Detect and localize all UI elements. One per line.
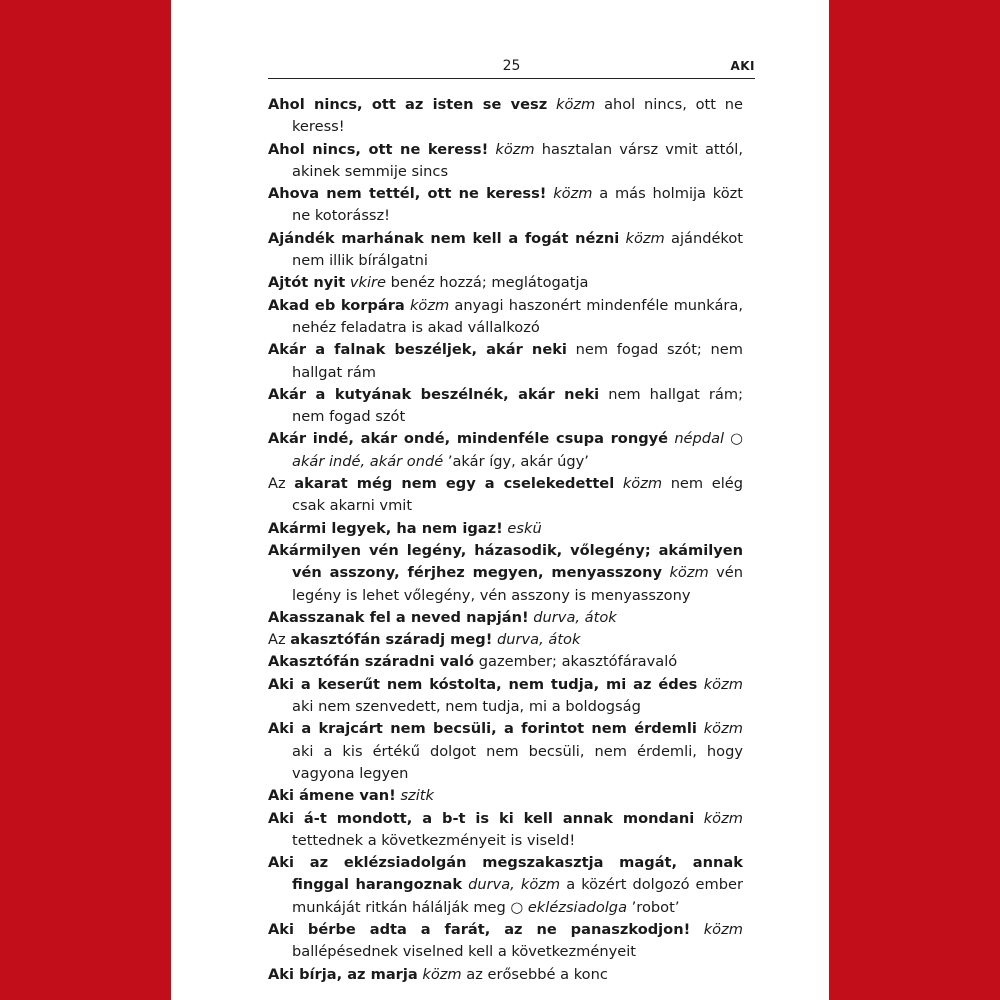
entry-prefix: Az — [268, 631, 286, 649]
entry-label: durva, átok — [533, 608, 617, 626]
entry-headword: Ahol nincs, ott az isten se vesz — [268, 96, 548, 113]
entry-definition: nem elég csak akarni vmit — [292, 475, 744, 515]
entry-headword: Aki bírja, az marja — [268, 965, 418, 983]
circle-mark: ○ — [730, 430, 744, 448]
dictionary-entry — [268, 272, 743, 294]
entry-definition: ajándékot nem illik bírálgatni — [292, 229, 744, 270]
entry-label: közm — [625, 229, 665, 247]
entry-label: közm — [553, 185, 593, 203]
entry-headword: Akasztófán száradni való — [268, 653, 475, 671]
entry-headword: Aki á-t mondott, a b-t is ki kell annak mondani — [268, 809, 695, 827]
entry-label: közm — [622, 475, 663, 493]
entry-definition: hasztalan vársz vmit attól, akinek semmije sincs — [292, 140, 743, 180]
entry-prefix: Az — [268, 475, 286, 493]
entry-label: közm — [495, 140, 535, 158]
entry-label: népdal — [674, 430, 725, 448]
entry-label: közm — [556, 96, 596, 113]
entry-label: vkire — [349, 274, 387, 292]
entry-definition: ahol nincs, ott ne keress! — [292, 96, 744, 136]
entry-headword: Akármilyen vén legény, házasodik, vőlegény; akámilyen vén asszony, férjhez megyen, menyasszony — [268, 541, 743, 582]
entry-note-term: akár indé, akár ondé — [292, 452, 444, 470]
entry-note-gloss: ’robot’ — [631, 898, 680, 916]
dictionary-page — [171, 0, 829, 1000]
entry-headword: Aki a krajcárt nem becsüli, a forintot nem érdemli — [268, 720, 697, 738]
entry-headword: Ajándék marhának nem kell a fogát nézni — [268, 229, 620, 247]
dictionary-entry — [268, 718, 743, 785]
dictionary-entry — [268, 473, 743, 518]
entry-definition: ballépésednek viselned kell a következményeit — [292, 943, 636, 961]
dictionary-entry — [268, 964, 743, 986]
dictionary-entry — [268, 139, 743, 184]
entry-definition: a közért dolgozó ember munkáját ritkán hálálják meg — [292, 876, 743, 916]
entry-definition: vén legény is lehet vőlegény, vén asszony is menyasszony — [292, 564, 744, 604]
dictionary-entry — [268, 785, 743, 807]
entry-headword: Akár a kutyának beszélnék, akár neki — [268, 385, 600, 403]
entry-label: durva, közm — [468, 876, 561, 894]
entry-label: közm — [703, 920, 743, 938]
dictionary-entry — [268, 651, 743, 673]
entry-headword: Ahol nincs, ott ne keress! — [268, 140, 489, 158]
entry-headword: Akármi legyek, ha nem igaz! — [268, 519, 503, 537]
dictionary-entry — [268, 518, 743, 540]
dictionary-entry — [268, 629, 743, 651]
entry-definition: az erősebbé a konc — [466, 965, 608, 983]
dictionary-entry — [268, 674, 743, 719]
entry-headword: akasztófán száradj meg! — [290, 631, 493, 649]
entry-headword: Akasszanak fel a neved napján! — [268, 608, 529, 626]
entry-headword: Ajtót nyit — [268, 274, 346, 292]
entry-headword: Aki az eklézsiadolgán megszakasztja magát, annak finggal harangoznak — [268, 854, 743, 894]
page-number: 25 — [502, 58, 521, 74]
dictionary-entry — [268, 295, 743, 340]
entry-headword: Aki bérbe adta a farát, az ne panaszkodjon! — [268, 920, 691, 938]
entry-label: közm — [409, 296, 450, 314]
page-header — [268, 58, 755, 79]
running-head: AKI — [730, 59, 755, 73]
entry-headword: akarat még nem egy a cselekedettel — [294, 475, 615, 493]
entry-headword: Aki a keserűt nem kóstolta, nem tudja, mi az édes — [268, 675, 698, 693]
entry-headword: Akad eb korpára — [268, 296, 405, 314]
entry-definition: benéz hozzá; meglátogatja — [390, 274, 589, 292]
entry-definition: a más holmija közt ne kotorássz! — [292, 185, 744, 225]
circle-mark: ○ — [510, 898, 524, 916]
dictionary-entry — [268, 384, 743, 429]
dictionary-entry — [268, 540, 743, 607]
entry-headword: Aki ámene van! — [268, 787, 396, 805]
entry-note-gloss: ’akár így, akár úgy’ — [447, 452, 589, 470]
dictionary-entry — [268, 339, 743, 384]
entry-definition: gazember; akasztófáravaló — [478, 653, 678, 671]
entry-definition: tettednek a következményeit is viseld! — [292, 831, 576, 849]
dictionary-entry — [268, 428, 743, 473]
entry-definition: aki nem szenvedett, nem tudja, mi a boldogság — [292, 698, 641, 716]
entry-label: közm — [703, 809, 743, 827]
entry-definition: anyagi haszonért mindenféle munkára, nehéz feladatra is akad vállalkozó — [292, 296, 743, 336]
entry-label: közm — [669, 564, 709, 582]
entry-definition: nem hallgat rám; nem fogad szót — [292, 385, 744, 426]
entry-label: eskü — [507, 519, 542, 537]
entry-label: szitk — [400, 787, 434, 805]
entry-definition: nem fogad szót; nem hallgat rám — [292, 341, 743, 381]
entry-headword: Akár indé, akár ondé, mindenféle csupa rongyé — [268, 430, 669, 448]
dictionary-entry — [268, 228, 743, 273]
entry-label: durva, átok — [497, 631, 581, 649]
dictionary-entry — [268, 919, 743, 964]
entry-definition: aki a kis értékű dolgot nem becsüli, nem érdemli, hogy vagyona legyen — [292, 742, 743, 782]
entry-headword: Ahova nem tettél, ott ne keress! — [268, 185, 547, 203]
entry-note-term: eklézsiadolga — [527, 898, 628, 916]
entry-label: közm — [703, 675, 743, 693]
dictionary-entry — [268, 607, 743, 629]
dictionary-entry — [268, 94, 743, 139]
entry-list — [268, 94, 743, 986]
dictionary-entry — [268, 852, 743, 919]
entry-headword: Akár a falnak beszéljek, akár neki — [268, 341, 567, 359]
dictionary-entry — [268, 808, 743, 853]
entry-label: közm — [422, 965, 462, 983]
entry-label: közm — [703, 720, 743, 738]
dictionary-entry — [268, 183, 743, 228]
